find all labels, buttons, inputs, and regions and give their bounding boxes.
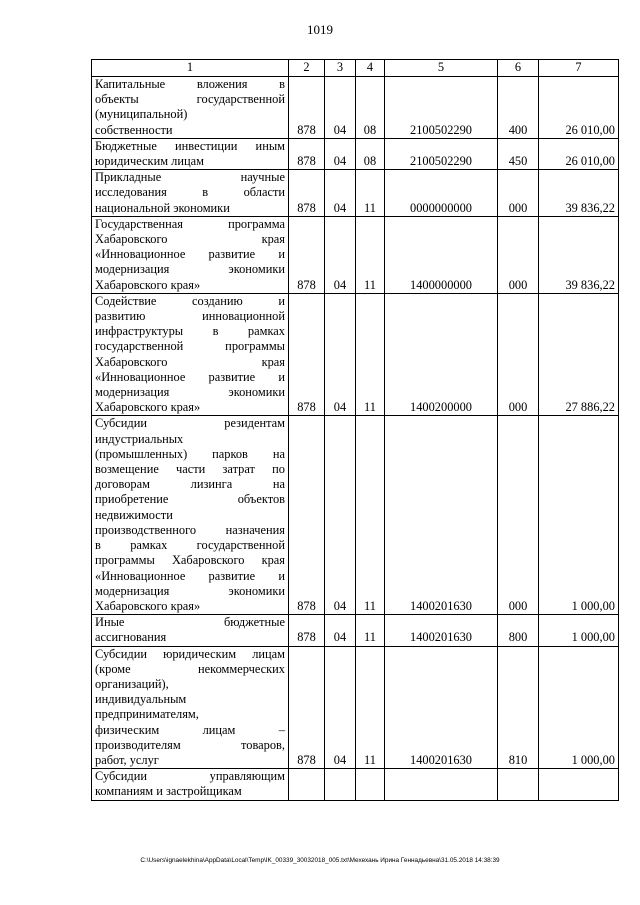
row-amount: 27 886,22 xyxy=(539,293,619,416)
description-line: Иные бюджетные xyxy=(95,615,285,630)
description-line: организаций), xyxy=(95,676,169,691)
row-ministry-code: 878 xyxy=(289,646,325,769)
description-line: физическим лицам – xyxy=(95,722,285,737)
row-expense-type-code: 000 xyxy=(498,216,539,293)
header-col-2: 2 xyxy=(289,60,325,77)
description-line: возмещение части затрат по xyxy=(95,462,285,477)
description-line: программы Хабаровского края xyxy=(95,553,285,568)
row-subsection-code: 08 xyxy=(356,77,385,139)
row-target-item-code: 1400200000 xyxy=(385,293,498,416)
description-line: исследования в области xyxy=(95,185,285,200)
description-line: компаниям и застройщикам xyxy=(95,784,242,799)
row-target-item-code: 1400201630 xyxy=(385,416,498,615)
description-line: «Инновационное развитие и xyxy=(95,568,285,583)
description-line: Хабаровского края» xyxy=(95,598,201,613)
row-expense-type-code: 000 xyxy=(498,293,539,416)
description-line: Хабаровского края» xyxy=(95,277,201,292)
table-row xyxy=(92,416,619,615)
page-number: 1019 xyxy=(307,22,333,37)
row-section-code: 04 xyxy=(325,77,356,139)
footer-file-path: C:\Users\ignaelekhina\AppData\Local\Temp\IK_00339_30032018_005.txt\Мехехань Ирина Геннадьевна\31.05.2018 14:38:39 xyxy=(140,857,500,864)
description-line: национальной экономики xyxy=(95,200,230,215)
row-amount: 39 836,22 xyxy=(539,170,619,217)
description-line: государственной программы xyxy=(95,339,285,354)
row-subsection-code xyxy=(356,769,385,800)
description-line: развитию инновационной xyxy=(95,309,285,324)
row-ministry-code: 878 xyxy=(289,138,325,169)
description-line: «Инновационное развитие и xyxy=(95,247,285,262)
table-body xyxy=(92,77,619,801)
description-line: модернизация экономики xyxy=(95,583,285,598)
row-section-code: 04 xyxy=(325,416,356,615)
description-line: Хабаровского края xyxy=(95,232,285,247)
row-section-code: 04 xyxy=(325,216,356,293)
row-ministry-code: 878 xyxy=(289,170,325,217)
row-expense-type-code: 000 xyxy=(498,170,539,217)
row-section-code: 04 xyxy=(325,615,356,646)
table-row xyxy=(92,293,619,416)
header-col-4: 4 xyxy=(356,60,385,77)
row-description xyxy=(92,138,289,169)
row-description xyxy=(92,293,289,416)
row-description xyxy=(92,416,289,615)
row-target-item-code: 2100502290 xyxy=(385,138,498,169)
description-line: Субсидии резидентам xyxy=(95,416,285,431)
row-expense-type-code: 000 xyxy=(498,416,539,615)
table-row xyxy=(92,138,619,169)
row-description xyxy=(92,216,289,293)
row-expense-type-code: 450 xyxy=(498,138,539,169)
description-line: Хабаровского края xyxy=(95,354,285,369)
description-line: недвижимости xyxy=(95,507,173,522)
header-col-7: 7 xyxy=(539,60,619,77)
header-col-6: 6 xyxy=(498,60,539,77)
row-description xyxy=(92,646,289,769)
description-line: «Инновационное развитие и xyxy=(95,369,285,384)
row-target-item-code: 1400000000 xyxy=(385,216,498,293)
description-line: (промышленных) парков на xyxy=(95,446,285,461)
row-amount xyxy=(539,769,619,800)
description-line: индивидуальным xyxy=(95,692,187,707)
row-ministry-code: 878 xyxy=(289,216,325,293)
table-row xyxy=(92,769,619,800)
description-line: инфраструктуры в рамках xyxy=(95,324,285,339)
row-description xyxy=(92,170,289,217)
row-expense-type-code: 810 xyxy=(498,646,539,769)
row-section-code xyxy=(325,769,356,800)
row-target-item-code: 1400201630 xyxy=(385,646,498,769)
row-section-code: 04 xyxy=(325,170,356,217)
row-expense-type-code xyxy=(498,769,539,800)
description-line: Субсидии управляющим xyxy=(95,769,285,784)
row-expense-type-code: 400 xyxy=(498,77,539,139)
row-description xyxy=(92,615,289,646)
table-row xyxy=(92,216,619,293)
description-line: юридическим лицам xyxy=(95,154,204,169)
description-line: (муниципальной) xyxy=(95,107,188,122)
description-line: модернизация экономики xyxy=(95,262,285,277)
header-col-1: 1 xyxy=(92,60,289,77)
description-line: производителям товаров, xyxy=(95,737,285,752)
table-row xyxy=(92,615,619,646)
row-subsection-code: 08 xyxy=(356,138,385,169)
description-line: Прикладные научные xyxy=(95,170,285,185)
row-target-item-code xyxy=(385,769,498,800)
row-subsection-code: 11 xyxy=(356,216,385,293)
row-section-code: 04 xyxy=(325,293,356,416)
row-ministry-code: 878 xyxy=(289,293,325,416)
row-target-item-code: 1400201630 xyxy=(385,615,498,646)
description-line: собственности xyxy=(95,122,173,137)
row-target-item-code: 2100502290 xyxy=(385,77,498,139)
row-ministry-code: 878 xyxy=(289,416,325,615)
description-line: приобретение объектов xyxy=(95,492,285,507)
row-amount: 1 000,00 xyxy=(539,416,619,615)
row-amount: 39 836,22 xyxy=(539,216,619,293)
description-line: договорам лизинга на xyxy=(95,477,285,492)
description-line: ассигнования xyxy=(95,630,167,645)
row-section-code: 04 xyxy=(325,138,356,169)
row-subsection-code: 11 xyxy=(356,646,385,769)
row-subsection-code: 11 xyxy=(356,615,385,646)
row-amount: 1 000,00 xyxy=(539,615,619,646)
row-section-code: 04 xyxy=(325,646,356,769)
description-line: Содействие созданию и xyxy=(95,293,285,308)
row-description xyxy=(92,77,289,139)
row-ministry-code xyxy=(289,769,325,800)
row-ministry-code: 878 xyxy=(289,615,325,646)
description-line: производственного назначения xyxy=(95,522,285,537)
table-row xyxy=(92,646,619,769)
description-line: Государственная программа xyxy=(95,216,285,231)
description-line: предпринимателям, xyxy=(95,707,199,722)
table-header-row xyxy=(92,60,619,77)
description-line: Хабаровского края» xyxy=(95,400,201,415)
row-target-item-code: 0000000000 xyxy=(385,170,498,217)
description-line: Бюджетные инвестиции иным xyxy=(95,138,285,153)
row-ministry-code: 878 xyxy=(289,77,325,139)
header-col-5: 5 xyxy=(385,60,498,77)
description-line: работ, услуг xyxy=(95,752,159,767)
description-line: Субсидии юридическим лицам xyxy=(95,646,285,661)
description-line: Капитальные вложения в xyxy=(95,77,285,91)
row-amount: 26 010,00 xyxy=(539,77,619,139)
table-row xyxy=(92,77,619,139)
row-subsection-code: 11 xyxy=(356,416,385,615)
description-line: индустриальных xyxy=(95,431,184,446)
row-amount: 26 010,00 xyxy=(539,138,619,169)
description-line: модернизация экономики xyxy=(95,385,285,400)
row-description xyxy=(92,769,289,800)
table-row xyxy=(92,170,619,217)
row-subsection-code: 11 xyxy=(356,170,385,217)
row-subsection-code: 11 xyxy=(356,293,385,416)
header-col-3: 3 xyxy=(325,60,356,77)
description-line: в рамках государственной xyxy=(95,538,285,553)
row-amount: 1 000,00 xyxy=(539,646,619,769)
budget-table xyxy=(91,59,619,801)
description-line: объекты государственной xyxy=(95,92,285,107)
row-expense-type-code: 800 xyxy=(498,615,539,646)
description-line: (кроме некоммерческих xyxy=(95,661,285,676)
